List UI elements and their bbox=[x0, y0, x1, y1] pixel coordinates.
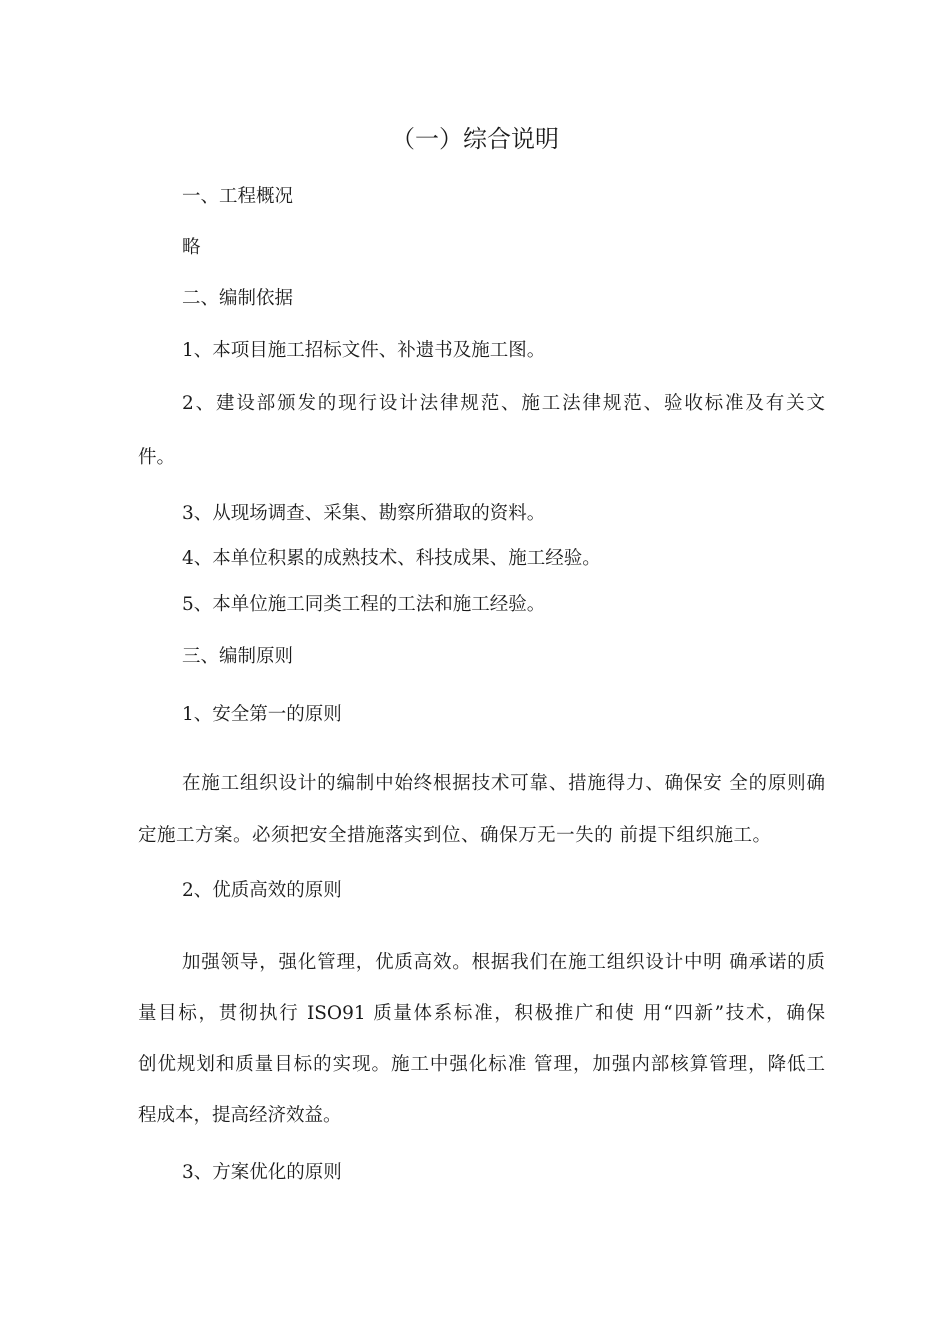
basis-item-2: 2、建设部颁发的现行设计法律规范、施工法律规范、验收标准及有关文 bbox=[182, 393, 825, 414]
basis-item-5: 5、本单位施工同类工程的工法和施工经验。 bbox=[182, 594, 546, 615]
principle-1-line-1: 在施工组织设计的编制中始终根据技术可靠、措施得力、确保安 全的原则确 bbox=[182, 773, 825, 794]
principle-2-heading: 2、优质高效的原则 bbox=[182, 880, 342, 901]
principle-3-heading: 3、方案优化的原则 bbox=[182, 1162, 342, 1183]
principle-2-line-1: 加强领导，强化管理，优质高效。根据我们在施工组织设计中明 确承诺的质 bbox=[182, 952, 825, 973]
basis-item-4: 4、本单位积累的成熟技术、科技成果、施工经验。 bbox=[182, 548, 601, 569]
basis-item-3: 3、从现场调查、采集、勘察所猎取的资料。 bbox=[182, 503, 546, 524]
section-heading-principles: 三、编制原则 bbox=[182, 646, 294, 667]
basis-item-1: 1、本项目施工招标文件、补遗书及施工图。 bbox=[182, 340, 546, 361]
principle-2-line-4: 程成本，提高经济效益。 bbox=[138, 1105, 342, 1126]
section-heading-overview: 一、工程概况 bbox=[182, 186, 294, 207]
basis-item-2-continued: 件。 bbox=[138, 447, 176, 468]
overview-body: 略 bbox=[182, 237, 201, 258]
principle-1-line-2: 定施工方案。必须把安全措施落实到位、确保万无一失的 前提下组织施工。 bbox=[138, 825, 771, 846]
section-heading-basis: 二、编制依据 bbox=[182, 288, 294, 309]
principle-1-heading: 1、安全第一的原则 bbox=[182, 704, 342, 725]
principle-2-line-3: 创优规划和质量目标的实现。施工中强化标准 管理，加强内部核算管理，降低工 bbox=[138, 1054, 825, 1075]
page-title: （一）综合说明 bbox=[391, 125, 559, 153]
principle-2-line-2: 量目标，贯彻执行 ISO91 质量体系标准，积极推广和使 用“四新”技术，确保 bbox=[138, 1003, 825, 1024]
